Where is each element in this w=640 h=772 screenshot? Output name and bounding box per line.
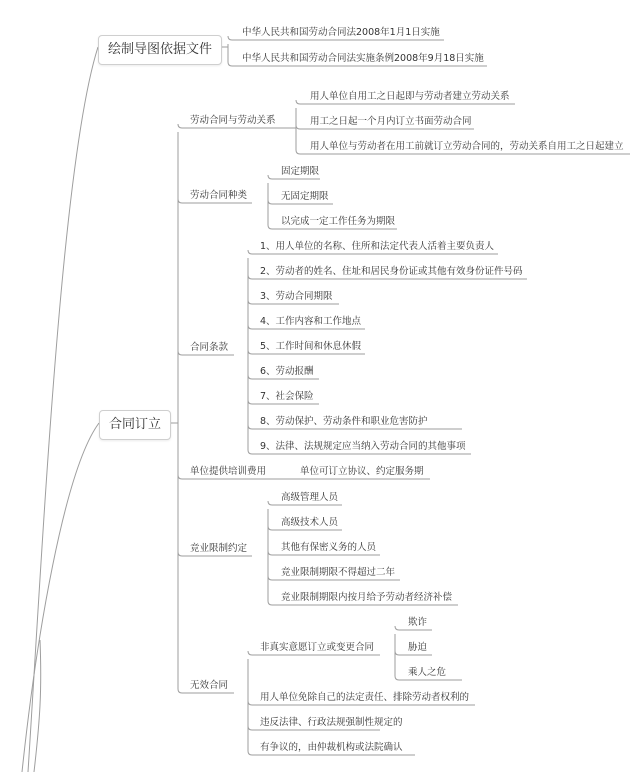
invalid-item[interactable]: 有争议的，由仲裁机构或法院确认	[260, 742, 403, 753]
clause-item[interactable]: 7、社会保险	[260, 391, 314, 402]
clauses-node[interactable]: 合同条款	[190, 342, 229, 353]
invalid-item[interactable]: 用人单位免除自己的法定责任、排除劳动者权利的	[260, 692, 470, 703]
unwilling-item[interactable]: 乘人之危	[408, 667, 447, 678]
unwilling-item[interactable]: 欺诈	[408, 617, 428, 628]
noncompete-item[interactable]: 其他有保密义务的人员	[281, 542, 377, 553]
noncompete-node[interactable]: 竞业限制约定	[190, 543, 248, 554]
root-curve-contract	[22, 423, 99, 772]
types-item[interactable]: 以完成一定工作任务为期限	[281, 216, 396, 227]
types-item[interactable]: 无固定期限	[281, 191, 329, 202]
clause-item[interactable]: 4、工作内容和工作地点	[260, 316, 362, 327]
clause-item[interactable]: 5、工作时间和休息休假	[260, 341, 362, 352]
types-item[interactable]: 固定期限	[281, 166, 320, 177]
training-node[interactable]: 单位提供培训费用	[190, 466, 267, 477]
invalid-node[interactable]: 无效合同	[190, 680, 229, 691]
training-item[interactable]: 单位可订立协议、约定服务期	[300, 466, 424, 477]
basis-node[interactable]: 绘制导图依据文件	[98, 35, 222, 65]
unwilling-item[interactable]: 胁迫	[408, 642, 428, 653]
types-node[interactable]: 劳动合同种类	[190, 190, 248, 201]
noncompete-item[interactable]: 竞业限制期限不得超过二年	[281, 567, 396, 578]
relation-item[interactable]: 用人单位与劳动者在用工前就订立劳动合同的，劳动关系自用工之日起建立	[310, 141, 624, 152]
clause-item[interactable]: 3、劳动合同期限	[260, 291, 333, 302]
clause-item[interactable]: 6、劳动报酬	[260, 366, 314, 377]
clause-item[interactable]: 8、劳动保护、劳动条件和职业危害防护	[260, 416, 428, 427]
relation-item[interactable]: 用人单位自用工之日起即与劳动者建立劳动关系	[310, 91, 510, 102]
root-curve-basis	[28, 47, 98, 772]
relation-node[interactable]: 劳动合同与劳动关系	[190, 115, 276, 126]
clause-item[interactable]: 2、劳动者的姓名、住址和居民身份证或其他有效身份证件号码	[260, 266, 523, 277]
invalid-item[interactable]: 违反法律、行政法规强制性规定的	[260, 717, 403, 728]
relation-item[interactable]: 用工之日起一个月内订立书面劳动合同	[310, 116, 472, 127]
clause-item[interactable]: 9、法律、法规规定应当纳入劳动合同的其他事项	[260, 441, 466, 452]
unwilling-node[interactable]: 非真实意愿订立或变更合同	[260, 642, 375, 653]
noncompete-item[interactable]: 竞业限制期限内按月给予劳动者经济补偿	[281, 592, 453, 603]
basis-item[interactable]: 中华人民共和国劳动合同法2008年1月1日实施	[242, 27, 440, 38]
basis-item[interactable]: 中华人民共和国劳动合同法实施条例2008年9月18日实施	[242, 53, 484, 64]
contract-node[interactable]: 合同订立	[99, 410, 171, 440]
noncompete-item[interactable]: 高级技术人员	[281, 517, 339, 528]
clause-item[interactable]: 1、用人单位的名称、住所和法定代表人活着主要负责人	[260, 241, 495, 252]
noncompete-item[interactable]: 高级管理人员	[281, 492, 339, 503]
